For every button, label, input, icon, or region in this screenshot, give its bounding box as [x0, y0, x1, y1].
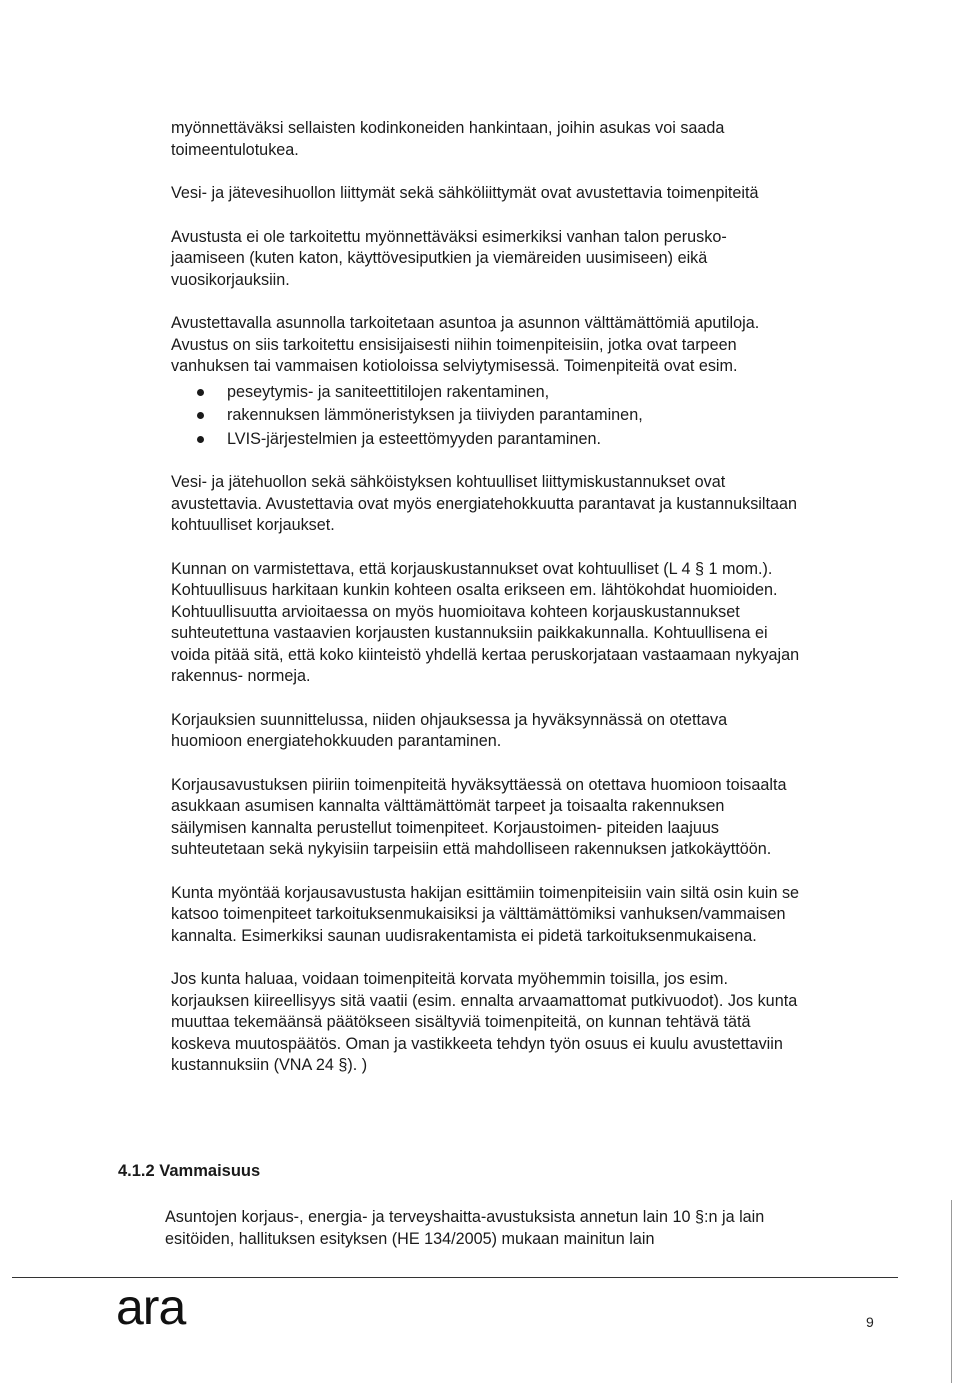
paragraph: Jos kunta haluaa, voidaan toimenpiteitä korvata myöhemmin toisilla, jos esim. korjauksen kiireellisyys sitä vaatii (esim. ennalta arvaamattomat putkivuodot). Jos kunta muuttaa tekemäänsä päätökseen sisältyviä toimenpiteitä, on kunnan tehtävä tätä koskeva muutospäätös. Oman ja vastikkeeta tehdyn työn osuus ei kuulu avustettaviin kustannuksiin (VNA 24 §). ) [171, 970, 798, 1074]
section-heading: 4.1.2 Vammaisuus [118, 1162, 261, 1180]
paragraph: Avustusta ei ole tarkoitettu myönnettäväksi esimerkiksi vanhan talon perusko- jaamiseen (kuten katon, käyttövesiputkien ja viemäreiden uusimiseen) eikä vuosikorjauksiin. [171, 227, 727, 289]
bullet-icon [197, 412, 204, 419]
section-text: Asuntojen korjaus-, energia- ja terveyshaitta-avustuksista annetun lain 10 §:n ja lain esitöiden, hallituksen esityksen (HE 134/2005) mukaan mainitun lain [165, 1208, 765, 1248]
scan-edge-line [951, 1200, 952, 1383]
list-item-text: LVIS-järjestelmien ja esteettömyyden parantaminen. [227, 429, 602, 448]
ara-logo: ara [116, 1279, 186, 1335]
paragraph: Korjausavustuksen piiriin toimenpiteitä hyväksyttäessä on otettava huomioon toisaalta asukkaan asumisen kannalta välttämättömät tarpeet ja toisaalta rakennuksen säilymisen kannalta perustellut toimenpiteet. Korjaustoimen- piteiden laajuus suhteutetaan sekä nykyisiin tarpeisiin että mahdolliseen rakennuksen jatkokäyttöön. [171, 775, 787, 858]
list-item-text: rakennuksen lämmöneristyksen ja tiiviyden parantaminen, [227, 406, 643, 424]
bullet-icon [197, 389, 204, 396]
list-item [171, 382, 801, 404]
bullet-list [171, 382, 801, 451]
list-item [171, 405, 801, 427]
paragraph: Kunnan on varmistettava, että korjauskustannukset ovat kohtuulliset (L 4 § 1 mom.). Kohtuullisuus harkitaan kunkin kohteen osalta erikseen em. lähtökohdat huomioiden. Kohtuullisuutta arvioitaessa on myös huomioitava kohteen korjauskustannukset suhteutettuna vastaavien korjausten kustannuksiin paikkakunnalla. Kohtuullisena ei voida pitää sitä, että koko kiinteistö yhdellä kertaa peruskorjataan vastaamaan nykyajan rakennus- normeja. [171, 559, 800, 685]
bullet-icon [197, 436, 204, 443]
paragraph: myönnettäväksi sellaisten kodinkoneiden hankintaan, joihin asukas voi saada toimeentulotukea. [171, 119, 725, 159]
paragraph: Vesi- ja jätevesihuollon liittymät sekä sähköliittymät ovat avustettavia toimenpiteitä [171, 184, 759, 202]
paragraph: Kunta myöntää korjausavustusta hakijan esittämiin toimenpiteisiin vain siltä osin kuin se katsoo toimenpiteet tarkoituksenmukaisiksi ja välttämättömiksi vanhuksen/vammaisen kannalta. Esimerkiksi saunan uudisrakentamista ei pidetä tarkoituksenmukaisena. [171, 883, 800, 945]
page-number: 9 [866, 1314, 874, 1330]
paragraph: Vesi- ja jätehuollon sekä sähköistyksen kohtuulliset liittymiskustannukset ovat avustettavia. Avustettavia ovat myös energiatehokkuutta parantavat ja kustannuksiltaan kohtuulliset korjaukset. [171, 473, 798, 534]
list-item-text: peseytymis- ja saniteettitilojen rakentaminen, [227, 382, 550, 401]
body-text [171, 118, 801, 1099]
list-item [171, 429, 801, 451]
paragraph: Avustettavalla asunnolla tarkoitetaan asuntoa ja asunnon välttämättömiä aputiloja. Avustus on siis tarkoitettu ensisijaisesti niihin toimenpiteisiin, jotka ovat tarpeen vanhuksen tai vammaisen kotioloissa selviytymisessä. Toimenpiteitä ovat esim. [171, 314, 760, 375]
paragraph: Korjauksien suunnittelussa, niiden ohjauksessa ja hyväksynnässä on otettava huomioon energiatehokkuuden parantaminen. [171, 710, 728, 750]
